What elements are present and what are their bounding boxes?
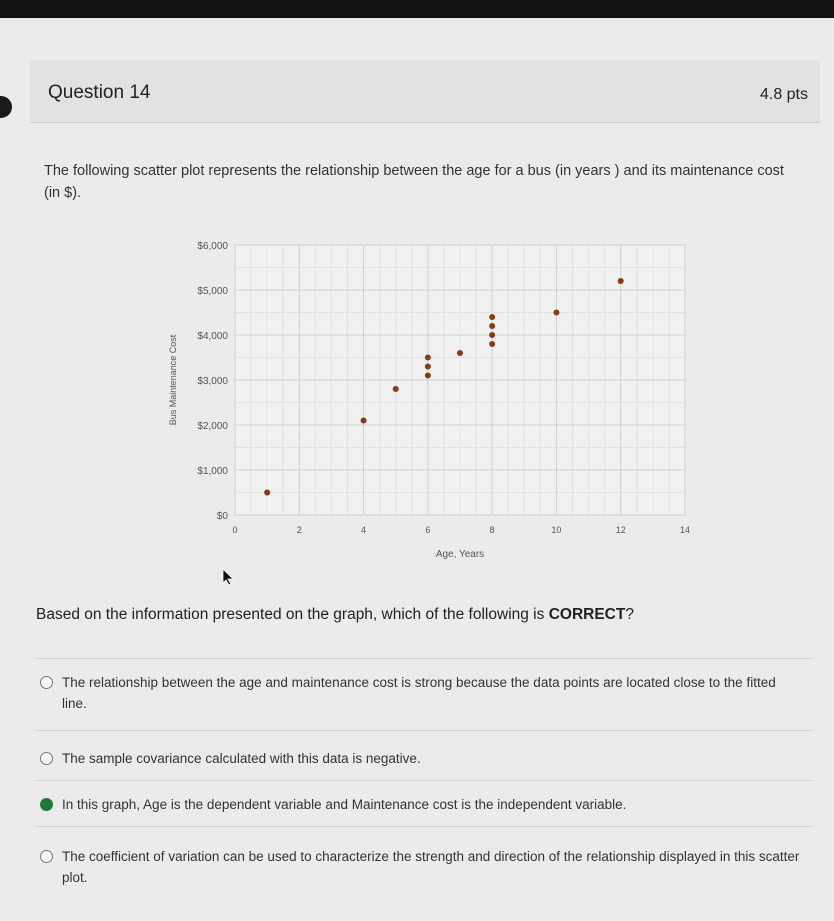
data-point <box>489 341 495 347</box>
data-point <box>361 418 367 424</box>
y-tick-label: $5,000 <box>197 286 228 297</box>
x-tick-label: 8 <box>489 525 495 535</box>
prompt-text: Based on the information presented on the graph, which of the following is <box>36 606 549 623</box>
mouse-cursor-icon <box>222 568 234 591</box>
x-axis-label: Age, Years <box>435 549 485 560</box>
data-point <box>393 386 399 392</box>
answer-option-label: The sample covariance calculated with this data is negative. <box>62 751 421 766</box>
divider <box>34 826 814 827</box>
question-title: Question 14 <box>48 82 151 103</box>
y-tick-label: $0 <box>216 511 228 522</box>
data-point <box>425 373 431 379</box>
prompt-suffix: ? <box>625 606 634 623</box>
x-tick-label: 12 <box>615 525 626 535</box>
question-text: The following scatter plot represents the relationship between the age for a bus (in years ) and its maintenance cost (in $). <box>44 163 784 201</box>
divider <box>34 780 814 781</box>
question-card <box>0 18 834 921</box>
answer-option-label: The coefficient of variation can be used to characterize the strength and direction of the relationship displayed in this scatter plot. <box>62 849 800 885</box>
data-point <box>618 278 624 284</box>
answer-option-label: In this graph, Age is the dependent variable and Maintenance cost is the independent variable. <box>62 797 627 812</box>
data-point <box>425 364 431 370</box>
y-tick-label: $1,000 <box>197 466 228 477</box>
x-tick-label: 6 <box>425 525 431 535</box>
scatter-chart <box>150 223 715 565</box>
radio-button[interactable] <box>40 752 53 765</box>
x-tick-label: 14 <box>679 525 691 535</box>
data-point <box>553 310 559 316</box>
x-tick-label: 2 <box>296 525 302 535</box>
y-tick-label: $3,000 <box>197 376 228 387</box>
y-tick-label: $4,000 <box>197 331 228 342</box>
prompt-bold: CORRECT <box>548 606 626 623</box>
y-tick-label: $2,000 <box>197 421 228 432</box>
data-point <box>489 332 495 338</box>
y-axis-label: Bus Maintenance Cost <box>168 334 178 426</box>
y-tick-label: $6,000 <box>197 241 228 252</box>
radio-button-selected[interactable] <box>40 798 53 811</box>
answer-option-label: The relationship between the age and maintenance cost is strong because the data points are located close to the fitted line. <box>62 675 776 711</box>
question-header <box>30 60 820 123</box>
x-tick-label: 4 <box>361 525 367 535</box>
data-point <box>489 323 495 329</box>
data-point <box>457 350 463 356</box>
x-tick-label: 10 <box>551 525 562 535</box>
data-point <box>489 314 495 320</box>
radio-button[interactable] <box>40 676 53 689</box>
x-tick-label: 0 <box>232 525 238 535</box>
divider <box>34 658 814 659</box>
question-points: 4.8 pts <box>759 86 808 103</box>
question-marker-icon <box>0 96 12 118</box>
radio-button[interactable] <box>40 850 53 863</box>
data-point <box>425 355 431 361</box>
data-point <box>264 490 270 496</box>
divider <box>34 730 814 731</box>
question-prompt <box>36 606 634 624</box>
